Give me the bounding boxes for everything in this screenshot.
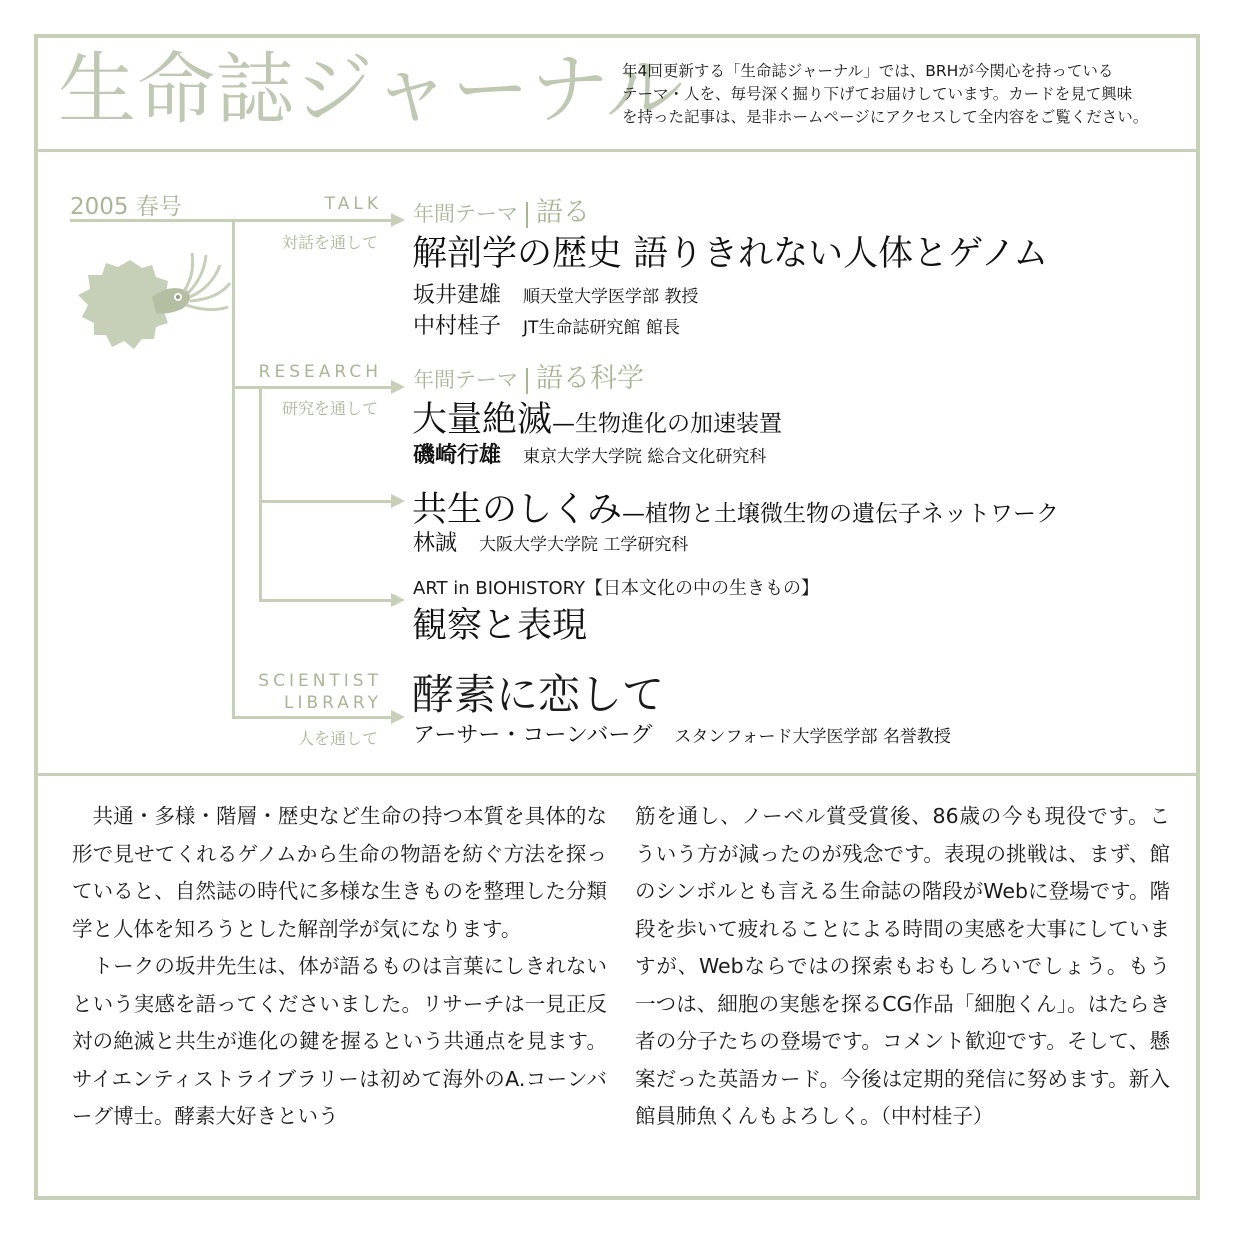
body-divider — [34, 773, 1200, 776]
journal-title: 生命誌ジャーナル — [58, 45, 685, 135]
art-arrow — [391, 593, 405, 607]
article-2-author: 林誠 大阪大学大学院 工学研究科 — [413, 531, 689, 556]
research-label: RESEARCH — [258, 362, 382, 382]
talk-title: 解剖学の歴史 語りきれない人体とゲノム — [412, 234, 1049, 274]
art-title: 観察と表現 — [412, 606, 588, 646]
body-paragraph: 筋を通し、ノーベル賞受賞後、86歳の今も現役です。こういう方が減ったのが残念です。表現の挑戦は、まず、館のシンボルとも言える生命誌の階段がWebに登場です。階段を歩いて疲れることによる時間の実感を大事にしていますが、Webならではの探索もおもしろいでしょう。もう一つは、細胞の実態を探るCG作品「細胞くん」。はたらき者の分子たちの登場です。コメント歓迎です。そして、懸案だった英語カード。今後は定期的発信に努めます。新入館員肺魚くんもよろしく。（中村桂子） — [635, 804, 1170, 1128]
body-right-column — [635, 798, 1170, 1136]
symbiosis-line — [259, 500, 395, 503]
research-arrow — [391, 380, 405, 394]
intro-text: 年4回更新する「生命誌ジャーナル」では、BRHが今関心を持っている テーマ・人を、毎号深く掘り下げてお届けしています。カードを見て興味 を持った記事は、是非ホームページにアクセスして全内容をご覧ください。 — [622, 62, 1149, 126]
talk-arrow — [391, 213, 405, 227]
library-person: アーサー・コーンバーグ スタンフォード大学医学部 名誉教授 — [413, 723, 951, 748]
library-arrow — [391, 710, 405, 724]
article-2-title: 共生のしくみ—植物と土壌微生物の遺伝子ネットワーク — [412, 490, 1060, 530]
body-left-column — [72, 798, 607, 1136]
research-line — [232, 386, 395, 389]
art-line — [259, 599, 395, 602]
article-1-author: 磯崎行雄 東京大学大学院 総合文化研究科 — [413, 443, 767, 468]
library-title: 酵素に恋して — [412, 670, 665, 719]
body-paragraph: 共通・多様・階層・歴史など生命の持つ本質を具体的な形で見せてくれるゲノムから生命の物語を紡ぐ方法を探っていると、自然誌の時代に多様な生きものを整理した分類学と人体を知ろうとした解剖学が気になります。 — [72, 804, 607, 941]
library-line — [232, 716, 395, 719]
library-sublabel: 人を通して — [297, 729, 378, 748]
research-branch — [259, 386, 262, 602]
nautilus-icon — [60, 235, 240, 370]
art-label: ART in BIOHISTORY【日本文化の中の生きもの】 — [413, 578, 819, 599]
talk-theme: 年間テーマ 語る — [413, 197, 590, 228]
talk-label: TALK — [324, 194, 382, 214]
talk-person-2: 中村桂子 JT生命誌研究館 館長 — [413, 314, 680, 339]
body-paragraph: トークの坂井先生は、体が語るものは言葉にしきれないという実感を語ってくださいました。リサーチは一見正反対の絶滅と共生が進化の鍵を握るという共通点を見ます。サイエンティストライブラリーは初めて海外のA.コーンバーグ博士。酵素大好きという — [72, 954, 607, 1128]
article-1-title: 大量絶滅—生物進化の加速装置 — [412, 400, 783, 440]
symbiosis-arrow — [391, 494, 405, 508]
talk-person-1: 坂井建雄 順天堂大学医学部 教授 — [413, 283, 699, 308]
header-divider — [34, 149, 1200, 152]
research-sublabel: 研究を通して — [281, 399, 378, 418]
talk-sublabel: 対話を通して — [281, 233, 378, 252]
library-label: SCIENTIST LIBRARY — [258, 671, 382, 713]
research-theme: 年間テーマ 語る科学 — [413, 363, 644, 394]
issue-label: 2005 春号 — [70, 194, 182, 220]
